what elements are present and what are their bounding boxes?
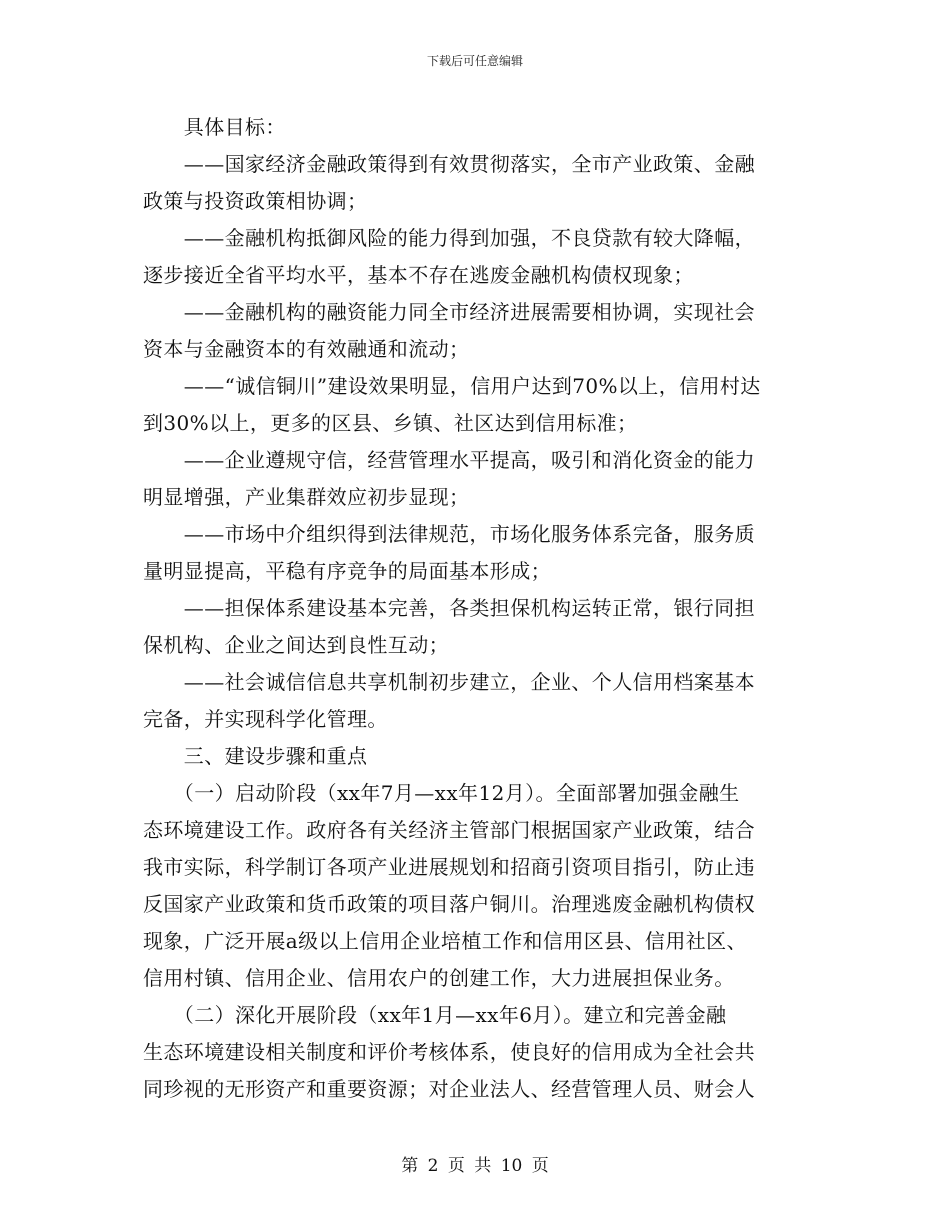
text-line: 同珍视的无形资产和重要资源；对企业法人、经营管理人员、财会人 xyxy=(143,1077,755,1101)
text-line: ——担保体系建设基本完善，各类担保机构运转正常，银行同担 xyxy=(143,596,755,620)
text-line: ——“诚信铜川”建设效果明显，信用户达到70%以上，信用村达 xyxy=(143,374,761,398)
text-line: （二）深化开展阶段（xx年1月—xx年6月）。建立和完善金融 xyxy=(143,1003,727,1027)
text-line: ——金融机构的融资能力同全市经济进展需要相协调，实现社会 xyxy=(143,300,755,324)
section-heading: 三、建设步骤和重点 xyxy=(143,744,368,768)
text-line: 生态环境建设相关制度和评价考核体系，使良好的信用成为全社会共 xyxy=(143,1040,755,1064)
text-line: 具体目标： xyxy=(143,115,286,139)
text-line: 逐步接近全省平均水平，基本不存在逃废金融机构债权现象； xyxy=(143,263,694,287)
text-line: 完备，并实现科学化管理。 xyxy=(143,707,388,731)
text-line: 信用村镇、信用企业、信用农户的创建工作，大力进展担保业务。 xyxy=(143,966,735,990)
text-line: ——企业遵规守信，经营管理水平提高，吸引和消化资金的能力 xyxy=(143,448,755,472)
text-line: 保机构、企业之间达到良性互动； xyxy=(143,633,449,657)
text-line: 反国家产业政策和货币政策的项目落户铜川。治理逃废金融机构债权 xyxy=(143,892,755,916)
text-line: 到30%以上，更多的区县、乡镇、社区达到信用标准； xyxy=(143,411,638,435)
text-line: 量明显提高，平稳有序竞争的局面基本形成； xyxy=(143,559,551,583)
page-header: 下载后可任意编辑 xyxy=(426,54,523,68)
text-line: 明显增强，产业集群效应初步显现； xyxy=(143,485,470,509)
text-line: 政策与投资政策相协调； xyxy=(143,189,368,213)
page-footer: 第 2 页 共 10 页 xyxy=(401,1156,549,1176)
text-line: 我市实际，科学制订各项产业进展规划和招商引资项目指引，防止违 xyxy=(143,855,755,879)
text-line: ——社会诚信信息共享机制初步建立，企业、个人信用档案基本 xyxy=(143,670,755,694)
text-line: ——国家经济金融政策得到有效贯彻落实，全市产业政策、金融 xyxy=(143,152,755,176)
text-line: 态环境建设工作。政府各有关经济主管部门根据国家产业政策，结合 xyxy=(143,818,755,842)
text-line: ——金融机构抵御风险的能力得到加强，不良贷款有较大降幅， xyxy=(143,226,755,250)
text-line: ——市场中介组织得到法律规范，市场化服务体系完备，服务质 xyxy=(143,522,755,546)
text-line: （一）启动阶段（xx年7月—xx年12月）。全面部署加强金融生 xyxy=(143,781,740,805)
text-line: 资本与金融资本的有效融通和流动； xyxy=(143,337,470,361)
text-line: 现象，广泛开展a级以上信用企业培植工作和信用区县、信用社区、 xyxy=(143,929,747,953)
